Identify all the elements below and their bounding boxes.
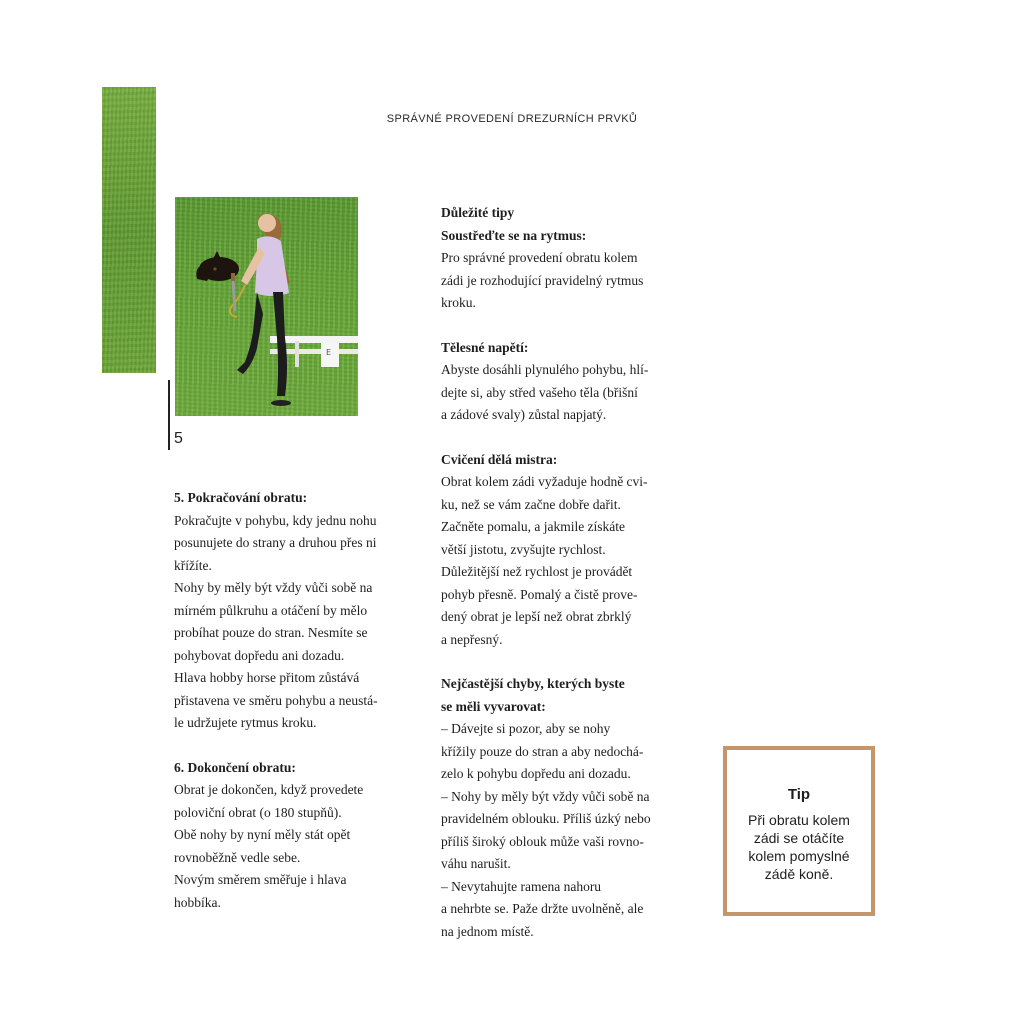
text-line: posunujete do strany a druhou přes ni xyxy=(174,535,377,550)
text-line: Obě nohy by nyní měly stát opět xyxy=(174,827,351,842)
text-line: poloviční obrat (o 180 stupňů). xyxy=(174,804,342,820)
section-6-heading: 6. Dokončení obratu: xyxy=(174,759,296,775)
rhythm-heading: Soustřeďte se na rytmus: xyxy=(441,227,587,243)
tip-text-line: Při obratu kolem xyxy=(748,812,850,828)
text-line: pohybovat dopředu ani dozadu. xyxy=(174,647,345,663)
text-line: probíhat pouze do stran. Nesmíte se xyxy=(174,625,368,640)
text-line: větší jistotu, zvyšujte rychlost. xyxy=(441,541,606,557)
text-line: Nohy by měly být vždy vůči sobě na xyxy=(174,580,373,595)
tip-text-line: zádi se otáčíte xyxy=(753,830,845,846)
text-line: váhu narušit. xyxy=(441,856,511,871)
tip-title: Tip xyxy=(787,786,811,803)
text-line: Obrat kolem zádi vyžaduje hodně cvi- xyxy=(441,474,648,489)
tip-text xyxy=(737,811,861,883)
text-line: – Dávejte si pozor, aby se nohy xyxy=(441,721,611,736)
text-line: le udržujete rytmus kroku. xyxy=(174,715,317,730)
decorative-grass-strip xyxy=(102,87,156,373)
text-line: ku, než se vám začne dobře dařit. xyxy=(441,496,621,512)
text-line: dejte si, aby střed vašeho těla (břišní xyxy=(441,384,638,400)
text-line: dený obrat je lepší než obrat zbrklý xyxy=(441,609,632,624)
tension-heading: Tělesné napětí: xyxy=(441,339,529,355)
errors-heading: Nejčastější chyby, kterých byste xyxy=(441,676,625,691)
photo-number: 5 xyxy=(174,430,183,447)
tips-heading: Důležité tipy xyxy=(441,205,515,220)
text-line: a nepřesný. xyxy=(441,631,503,647)
text-line: a nehrbte se. Paže držte uvolněně, ale xyxy=(441,901,644,916)
text-line: kroku. xyxy=(441,295,476,310)
left-column xyxy=(174,487,414,914)
hobby-horse-photo xyxy=(175,197,358,416)
text-line: příliš široký oblouk může vaši rovno- xyxy=(441,833,644,849)
text-line: mírném půlkruhu a otáčení by mělo xyxy=(174,602,368,618)
text-line: rovnoběžně vedle sebe. xyxy=(174,849,301,865)
text-line: křížily pouze do stran a aby nedochá- xyxy=(441,743,644,759)
text-line: na jednom místě. xyxy=(441,923,534,939)
text-line: Novým směrem směřuje i hlava xyxy=(174,872,347,887)
text-line: hobbíka. xyxy=(174,894,221,910)
tip-box xyxy=(723,746,875,916)
running-header: SPRÁVNÉ PROVEDENÍ DREZURNÍCH PRVKŮ xyxy=(386,113,638,125)
text-line: zádi je rozhodující pravidelný rytmus xyxy=(441,272,644,288)
text-line: Obrat je dokončen, když provedete xyxy=(174,782,364,797)
svg-text:E: E xyxy=(326,348,332,357)
text-line: Pokračujte v pohybu, kdy jednu nohu xyxy=(174,512,377,528)
text-line: – Nohy by měly být vždy vůči sobě na xyxy=(441,788,650,804)
text-line: Hlava hobby horse přitom zůstává xyxy=(174,670,360,685)
text-line: – Nevytahujte ramena nahoru xyxy=(441,878,602,894)
text-line: Důležitější než rychlost je provádět xyxy=(441,564,633,579)
right-column xyxy=(441,202,701,943)
text-line: Abyste dosáhli plynulého pohybu, hlí- xyxy=(441,362,649,377)
section-5-heading: 5. Pokračování obratu: xyxy=(174,490,308,505)
text-line: Pro správné provedení obratu kolem xyxy=(441,250,638,265)
text-line: pravidelném oblouku. Příliš úzký nebo xyxy=(441,811,651,826)
text-line: zelo k pohybu dopředu ani dozadu. xyxy=(441,766,631,781)
text-line: a zádové svaly) zůstal napjatý. xyxy=(441,407,607,422)
tip-text-line: kolem pomyslné xyxy=(748,848,850,864)
tip-text-line: zádě koně. xyxy=(764,866,834,882)
text-line: Začněte pomalu, a jakmile získáte xyxy=(441,519,626,534)
photo-illustration xyxy=(175,197,358,416)
text-line: křížíte. xyxy=(174,557,212,573)
errors-heading-cont: se měli vyvarovat: xyxy=(441,698,546,714)
text-line: přistavena ve směru pohybu a neustá- xyxy=(174,692,378,708)
practice-heading: Cvičení dělá mistra: xyxy=(441,451,558,467)
photo-caption-rule xyxy=(168,380,170,450)
text-line: pohyb přesně. Pomalý a čistě prove- xyxy=(441,586,638,602)
